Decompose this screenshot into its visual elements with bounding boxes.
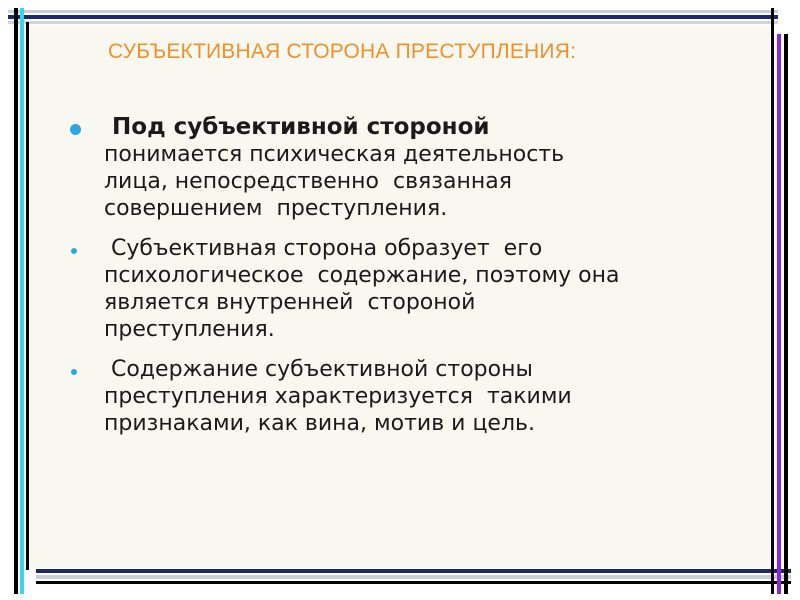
frame-right-purple xyxy=(777,34,781,594)
frame-top-light-2 xyxy=(8,21,778,24)
frame-bottom-navy xyxy=(36,569,791,573)
frame-bottom-dark xyxy=(36,581,791,584)
bullet-dot-icon xyxy=(71,248,77,254)
bullet-item xyxy=(62,356,752,437)
frame-top-navy xyxy=(8,15,778,19)
bullet-dot-icon xyxy=(70,124,81,135)
frame-left-cyan xyxy=(20,8,24,594)
frame-right-dark-2 xyxy=(784,34,788,594)
frame-top-light xyxy=(8,10,778,13)
bullet-text xyxy=(104,114,752,222)
bullet-item xyxy=(62,235,752,343)
slide-title: СУБЪЕКТИВНАЯ СТОРОНА ПРЕСТУПЛЕНИЯ: xyxy=(108,40,577,63)
bullet-item xyxy=(62,114,752,222)
bullet-text: Субъективная сторона образует его психологическое содержание, поэтому она является внутренней стороной преступления. xyxy=(104,236,620,342)
bullet-list xyxy=(62,114,752,450)
bullet-dot-icon xyxy=(71,369,77,375)
frame-left-dark-2 xyxy=(26,22,29,570)
frame-bottom-light xyxy=(36,575,791,579)
bullet-lead: Под субъективной стороной xyxy=(104,114,490,140)
frame-left-dark xyxy=(14,8,18,594)
bullet-text: Содержание субъективной стороны преступления характеризуется такими признаками, как вина, мотив и цель. xyxy=(104,357,572,436)
bullet-body: понимается психическая деятельность лица, непосредственно связанная совершением преступления. xyxy=(104,142,565,221)
frame-right-dark xyxy=(771,8,774,594)
